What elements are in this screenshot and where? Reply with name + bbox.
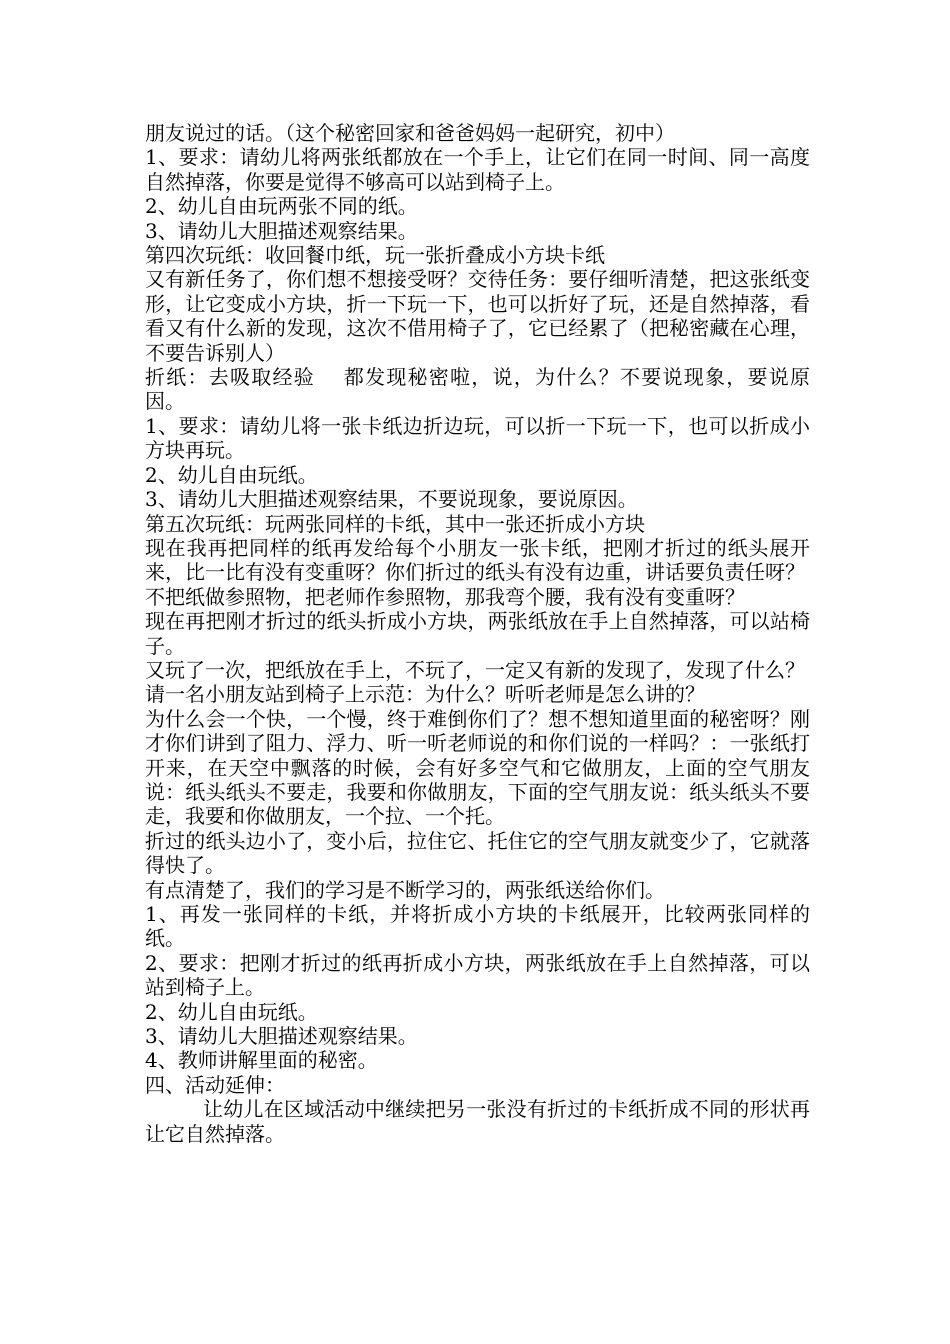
paragraph-step-2: 2、要求：把刚才折过的纸再折成小方块，两张纸放在手上自然掉落，可以站到椅子上。	[145, 950, 810, 1000]
paragraph-explanation-air: 为什么会一个快，一个慢，终于难倒你们了？想不想知道里面的秘密呀？刚才你们讲到了阻力、浮力、听一听老师说的和你们说的一样吗？：一张纸打开来，在天空中飘落的时候，会有好多空气和它做朋友，上面的空气朋友说：纸头纸头不要走，我要和你做朋友，下面的空气朋友说：纸头纸头不要走，我要和你做朋友，一个拉、一个托。	[145, 706, 810, 829]
document-page	[145, 121, 810, 1146]
paragraph-describe-3: 3、请幼儿大胆描述观察结果。	[145, 1024, 418, 1049]
paragraph-teacher-explains: 4、教师讲解里面的秘密。	[145, 1048, 378, 1073]
paragraph-new-task: 又有新任务了，你们想不想接受呀？交待任务：要仔细听清楚，把这张纸变形，让它变成小方块，折一下玩一下，也可以折好了玩，还是自然掉落，看看又有什么新的发现，这次不借用椅子了，它已经累了（把秘密藏在心理，不要告诉别人）	[145, 267, 810, 365]
paragraph-free-play-2: 2、幼儿自由玩纸。	[145, 462, 318, 487]
paragraph-describe-2: 3、请幼儿大胆描述观察结果，不要说现象，要说原因。	[145, 487, 638, 512]
section-heading-fifth-play: 第五次玩纸：玩两张同样的卡纸，其中一张还折成小方块	[145, 511, 645, 536]
paragraph-step-1: 1、再发一张同样的卡纸，并将折成小方块的卡纸展开，比较两张同样的纸。	[145, 902, 810, 951]
section-heading-fourth-play: 第四次玩纸：收回餐巾纸，玩一张折叠成小方块卡纸	[145, 243, 605, 268]
paragraph-gift-papers: 有点清楚了，我们的学习是不断学习的，两张纸送给你们。	[145, 877, 665, 902]
paragraph-play-again: 又玩了一次，把纸放在手上，不玩了，一定又有新的发现了，发现了什么？	[145, 657, 805, 682]
paragraph-demonstration: 请一名小朋友站到椅子上示范：为什么？听听老师是怎么讲的？	[145, 682, 705, 707]
paragraph-reference-object: 不把纸做参照物，把老师作参照物，那我弯个腰，我有没有变重呀？	[145, 584, 745, 609]
paragraph-extension-activity: 让幼儿在区域活动中继续把另一张没有折过的卡纸折成不同的形状再让它自然掉落。	[145, 1097, 810, 1146]
paragraph-free-play-3: 2、幼儿自由玩纸。	[145, 999, 318, 1024]
paragraph-describe-1: 3、请幼儿大胆描述观察结果。	[145, 218, 418, 243]
paragraph-requirement-2: 1、要求：请幼儿将一张卡纸边折边玩，可以折一下玩一下，也可以折成小方块再玩。	[145, 413, 810, 463]
paragraph-intro-secret: 朋友说过的话。（这个秘密回家和爸爸妈妈一起研究，初中）	[145, 121, 675, 145]
paragraph-unfold-compare: 现在我再把同样的纸再发给每个小朋友一张卡纸，把刚才折过的纸头展开来，比一比有没有变重呀？你们折过的纸头有没有边重，讲话要负责任呀？	[145, 535, 810, 585]
paragraph-fold-experience: 折纸：去吸取经验 都发现秘密啦，说，为什么？不要说现象，要说原因。	[145, 365, 810, 414]
paragraph-explanation-fold: 折过的纸头边小了，变小后，拉住它、托住它的空气朋友就变少了，它就落得快了。	[145, 828, 810, 878]
paragraph-refold-drop: 现在再把刚才折过的纸头折成小方块，两张纸放在手上自然掉落，可以站椅子。	[145, 609, 810, 658]
paragraph-requirement-1: 1、要求：请幼儿将两张纸都放在一个手上，让它们在同一时间、同一高度自然掉落，你要是觉得不够高可以站到椅子上。	[145, 145, 810, 194]
paragraph-free-play-1: 2、幼儿自由玩两张不同的纸。	[145, 194, 418, 219]
section-heading-extension: 四、活动延伸：	[145, 1072, 285, 1097]
